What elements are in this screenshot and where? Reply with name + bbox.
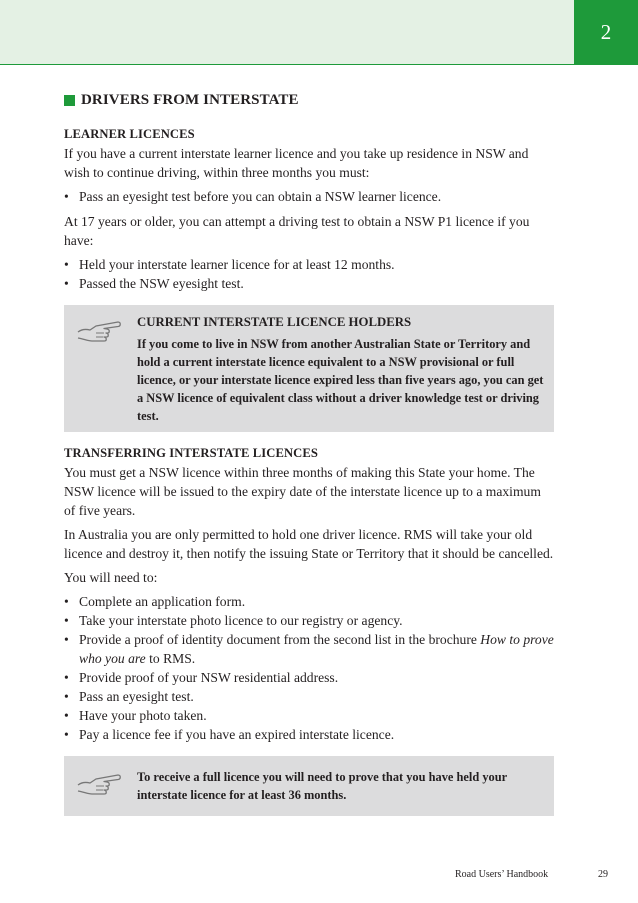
list-item: • Pass an eyesight test before you can obtain a NSW learner licence. — [64, 187, 554, 206]
list-item: • Complete an application form. — [64, 592, 554, 611]
list-item: • Take your interstate photo licence to our registry or agency. — [64, 611, 554, 630]
requirements-list — [64, 592, 554, 744]
section-heading — [64, 92, 299, 109]
learner-heading: LEARNER LICENCES — [64, 127, 195, 141]
list-item: • Provide proof of your NSW residential address. — [64, 668, 554, 687]
transfer-paragraph-2: In Australia you are only permitted to hold one driver licence. RMS will take your old licence and destroy it, then notify the issuing State or Territory that it should be cancelled. — [64, 527, 554, 561]
section-title: DRIVERS FROM INTERSTATE — [81, 92, 299, 108]
proof-text-before: Provide a proof of identity document from the second list in the brochure — [79, 632, 481, 647]
page-content — [64, 125, 554, 828]
proof-text-after: to RMS. — [145, 651, 196, 666]
learner-list — [64, 187, 554, 206]
list-item: • Have your photo taken. — [64, 706, 554, 725]
chapter-number: 2 — [600, 20, 612, 44]
note-text: If you come to live in NSW from another Australian State or Territory and hold a current interstate licence equivalent to a NSW provisional or full licence, or your interstate licence expired less than five years ago, you can get a NSW licence of equivalent class without a driver knowledge test or driving test. — [137, 337, 544, 423]
chapter-number-tab — [574, 0, 638, 65]
list-item: • Pay a licence fee if you have an expired interstate licence. — [64, 725, 554, 744]
footer-book-title: Road Users’ Handbook — [455, 869, 549, 880]
list-item: • Pass an eyesight test. — [64, 687, 554, 706]
learner-intro: If you have a current interstate learner licence and you take up residence in NSW and wish to continue driving, within three months you must: — [64, 146, 529, 180]
note-title: CURRENT INTERSTATE LICENCE HOLDERS — [137, 315, 412, 329]
transfer-paragraph-3: You will need to: — [64, 570, 158, 585]
pointing-hand-icon — [76, 768, 124, 798]
note-text: To receive a full licence you will need to prove that you have held your interstate licence for at least 36 months. — [137, 770, 507, 802]
brochure-title: How to prove who you are — [79, 632, 554, 666]
list-item-proof — [64, 630, 554, 668]
list-item: • Passed the NSW eyesight test. — [64, 274, 554, 293]
transfer-paragraph-1: You must get a NSW licence within three months of making this State your home. The NSW licence will be issued to the expiry date of the interstate licence up to a maximum of five years. — [64, 465, 541, 518]
footer-page-number: 29 — [598, 869, 608, 880]
note-full-licence — [64, 756, 554, 816]
transfer-heading: TRANSFERRING INTERSTATE LICENCES — [64, 446, 318, 460]
p1-list — [64, 255, 554, 293]
header-band — [0, 0, 574, 65]
green-square-icon — [64, 95, 75, 106]
note-interstate-holders — [64, 305, 554, 432]
pointing-hand-icon — [76, 315, 124, 345]
p1-paragraph: At 17 years or older, you can attempt a driving test to obtain a NSW P1 licence if you have: — [64, 214, 530, 248]
list-item: • Held your interstate learner licence for at least 12 months. — [64, 255, 554, 274]
